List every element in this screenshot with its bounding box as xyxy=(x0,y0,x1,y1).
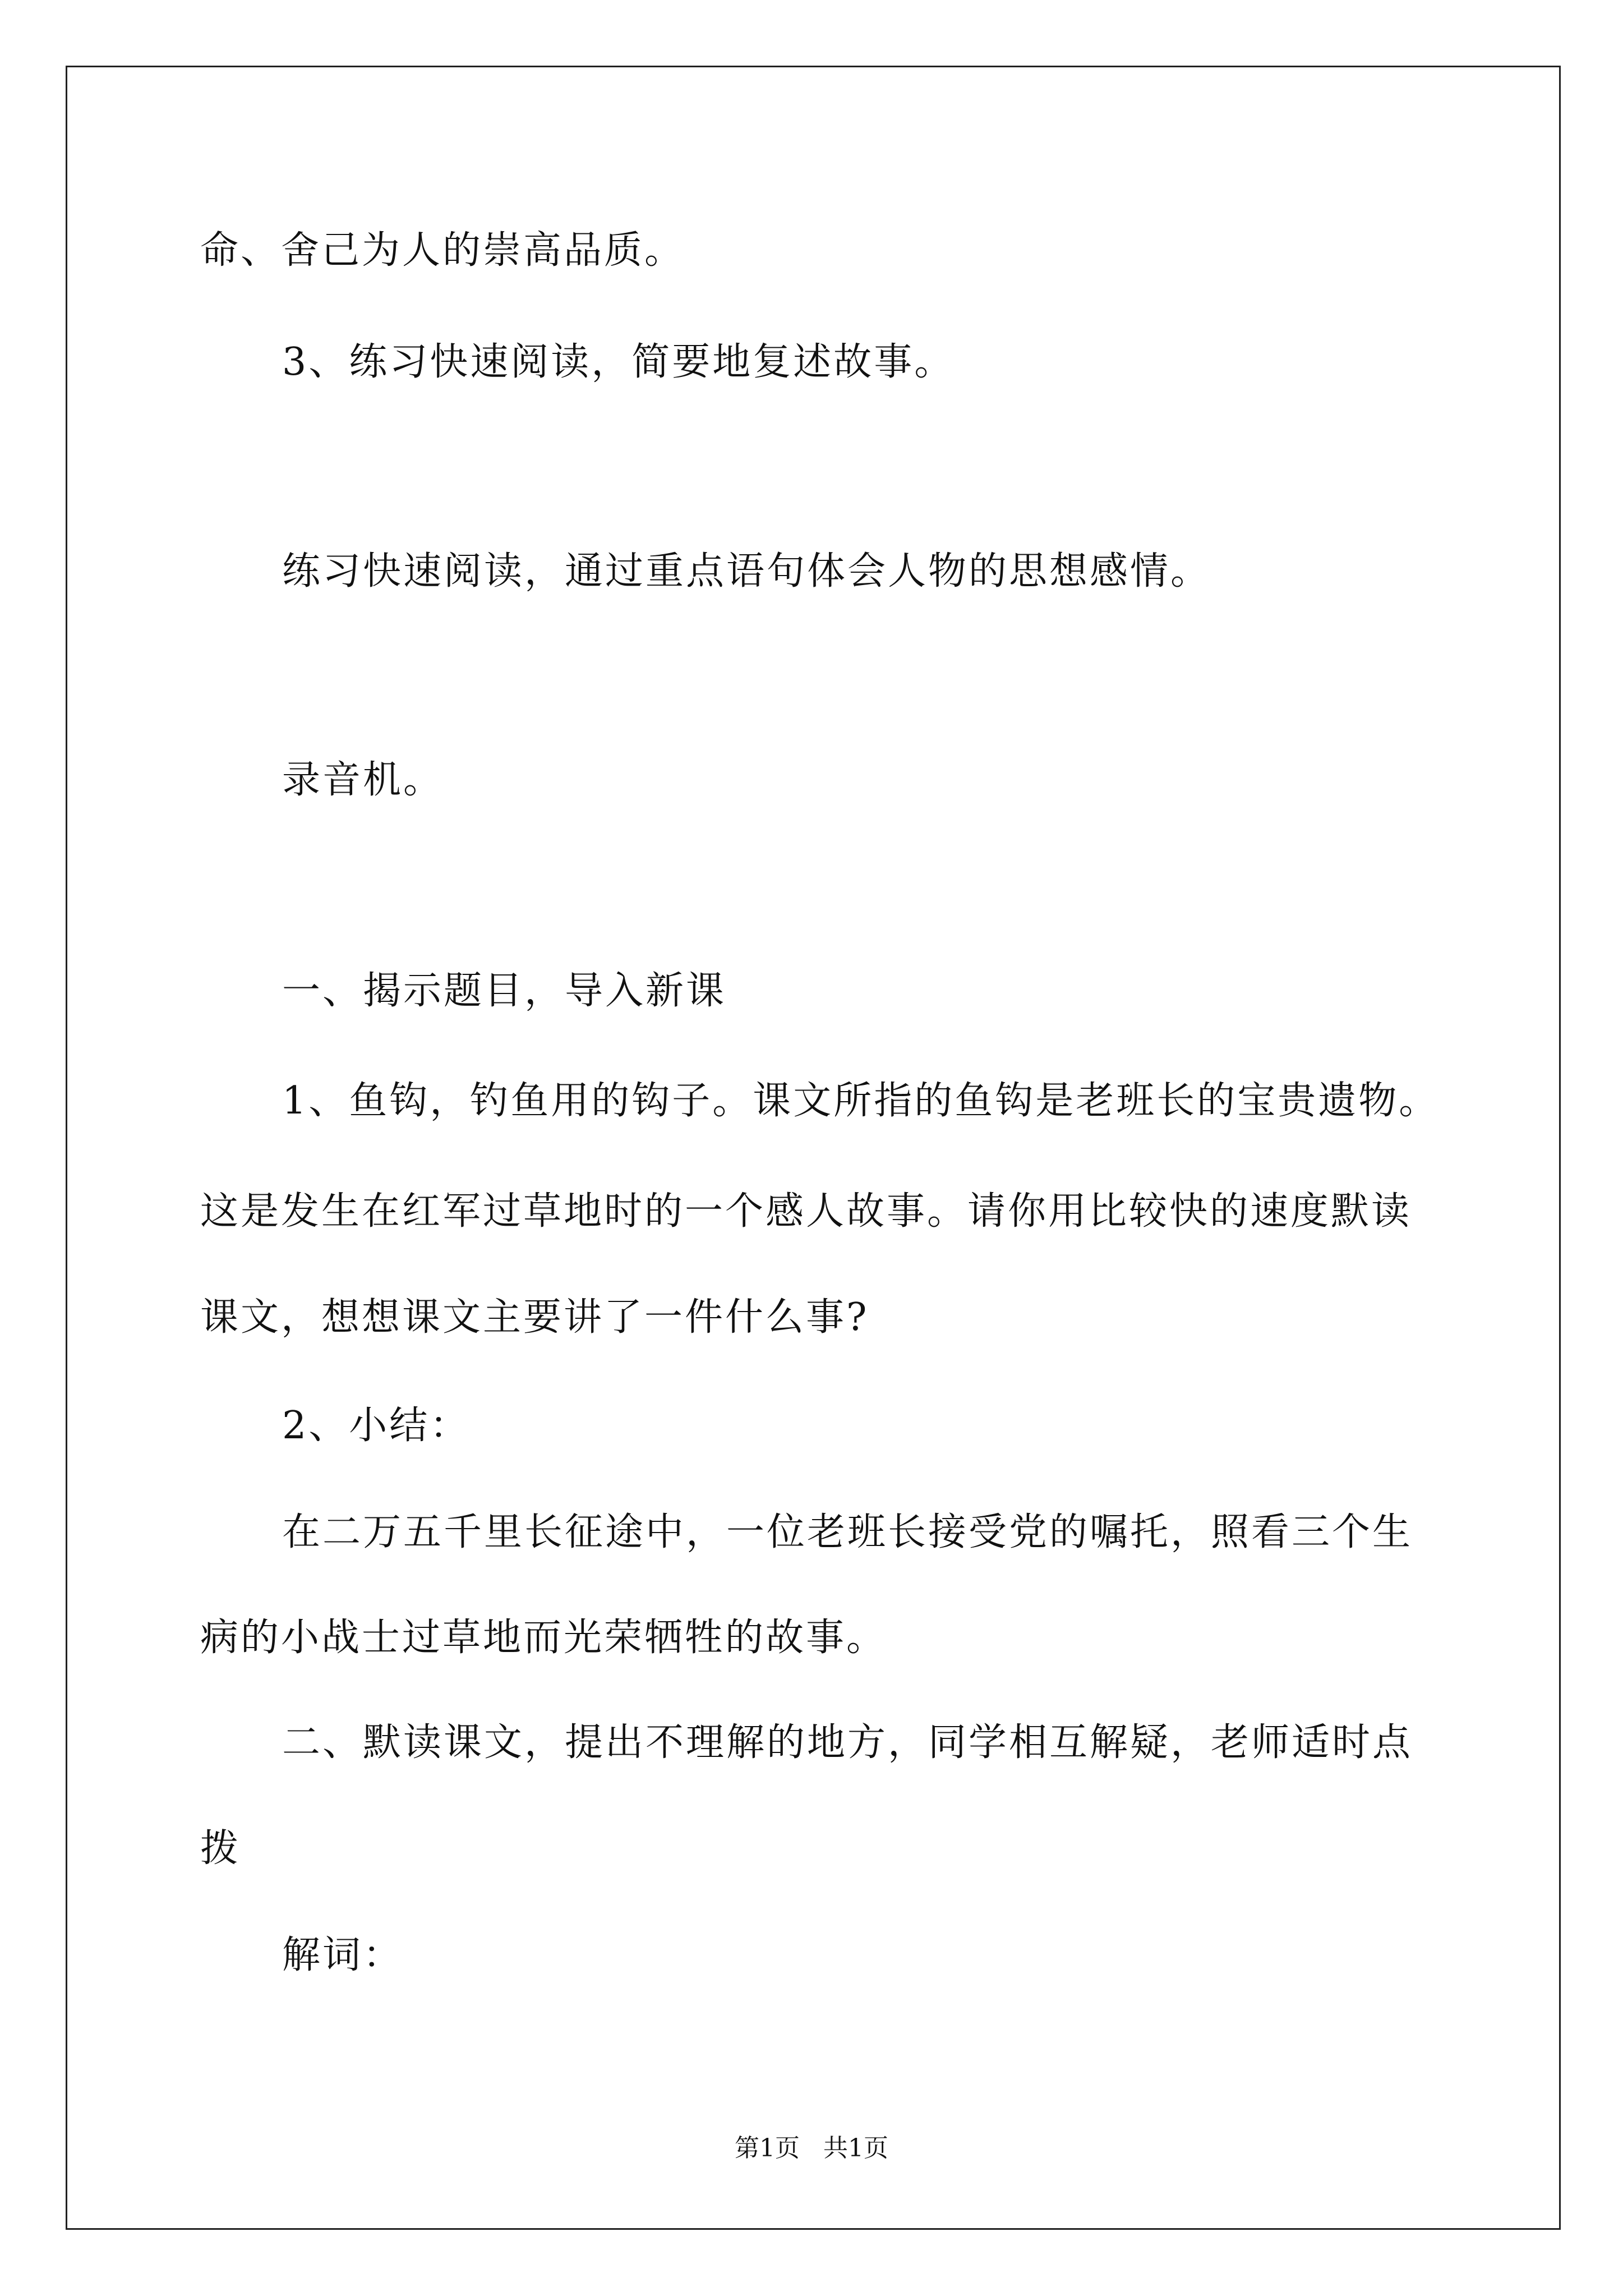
page-border xyxy=(66,66,1561,2230)
page-footer: 第1页 共1页 xyxy=(735,2134,888,2162)
text-line-3: 练习快速阅读，通过重点语句体会人物的思想感情。 xyxy=(282,549,1211,593)
text-line-8: 课文，想想课文主要讲了一件什么事? xyxy=(200,1295,869,1340)
text-line-7: 这是发生在红军过草地时的一个感人故事。请你用比较快的速度默读 xyxy=(200,1189,1412,1234)
text-line-14: 解词： xyxy=(282,1933,404,1977)
text-line-13: 拨 xyxy=(200,1826,241,1871)
text-line-1: 命、舍己为人的崇高品质。 xyxy=(200,228,685,273)
text-line-9: 2、小结： xyxy=(282,1404,471,1448)
text-line-10: 在二万五千里长征途中，一位老班长接受党的嘱托，照看三个生 xyxy=(282,1510,1413,1554)
section-heading-2: 二、默读课文，提出不理解的地方，同学相互解疑，老师适时点 xyxy=(282,1720,1413,1765)
text-line-4: 录音机。 xyxy=(282,758,444,802)
text-line-11: 病的小战士过草地而光荣牺牲的故事。 xyxy=(200,1616,887,1660)
text-line-2: 3、练习快速阅读，简要地复述故事。 xyxy=(282,340,955,384)
section-heading-1: 一、揭示题目，导入新课 xyxy=(282,969,727,1013)
text-line-6: 1、鱼钩，钓鱼用的钩子。课文所指的鱼钩是老班长的宝贵遗物。 xyxy=(282,1079,1440,1123)
